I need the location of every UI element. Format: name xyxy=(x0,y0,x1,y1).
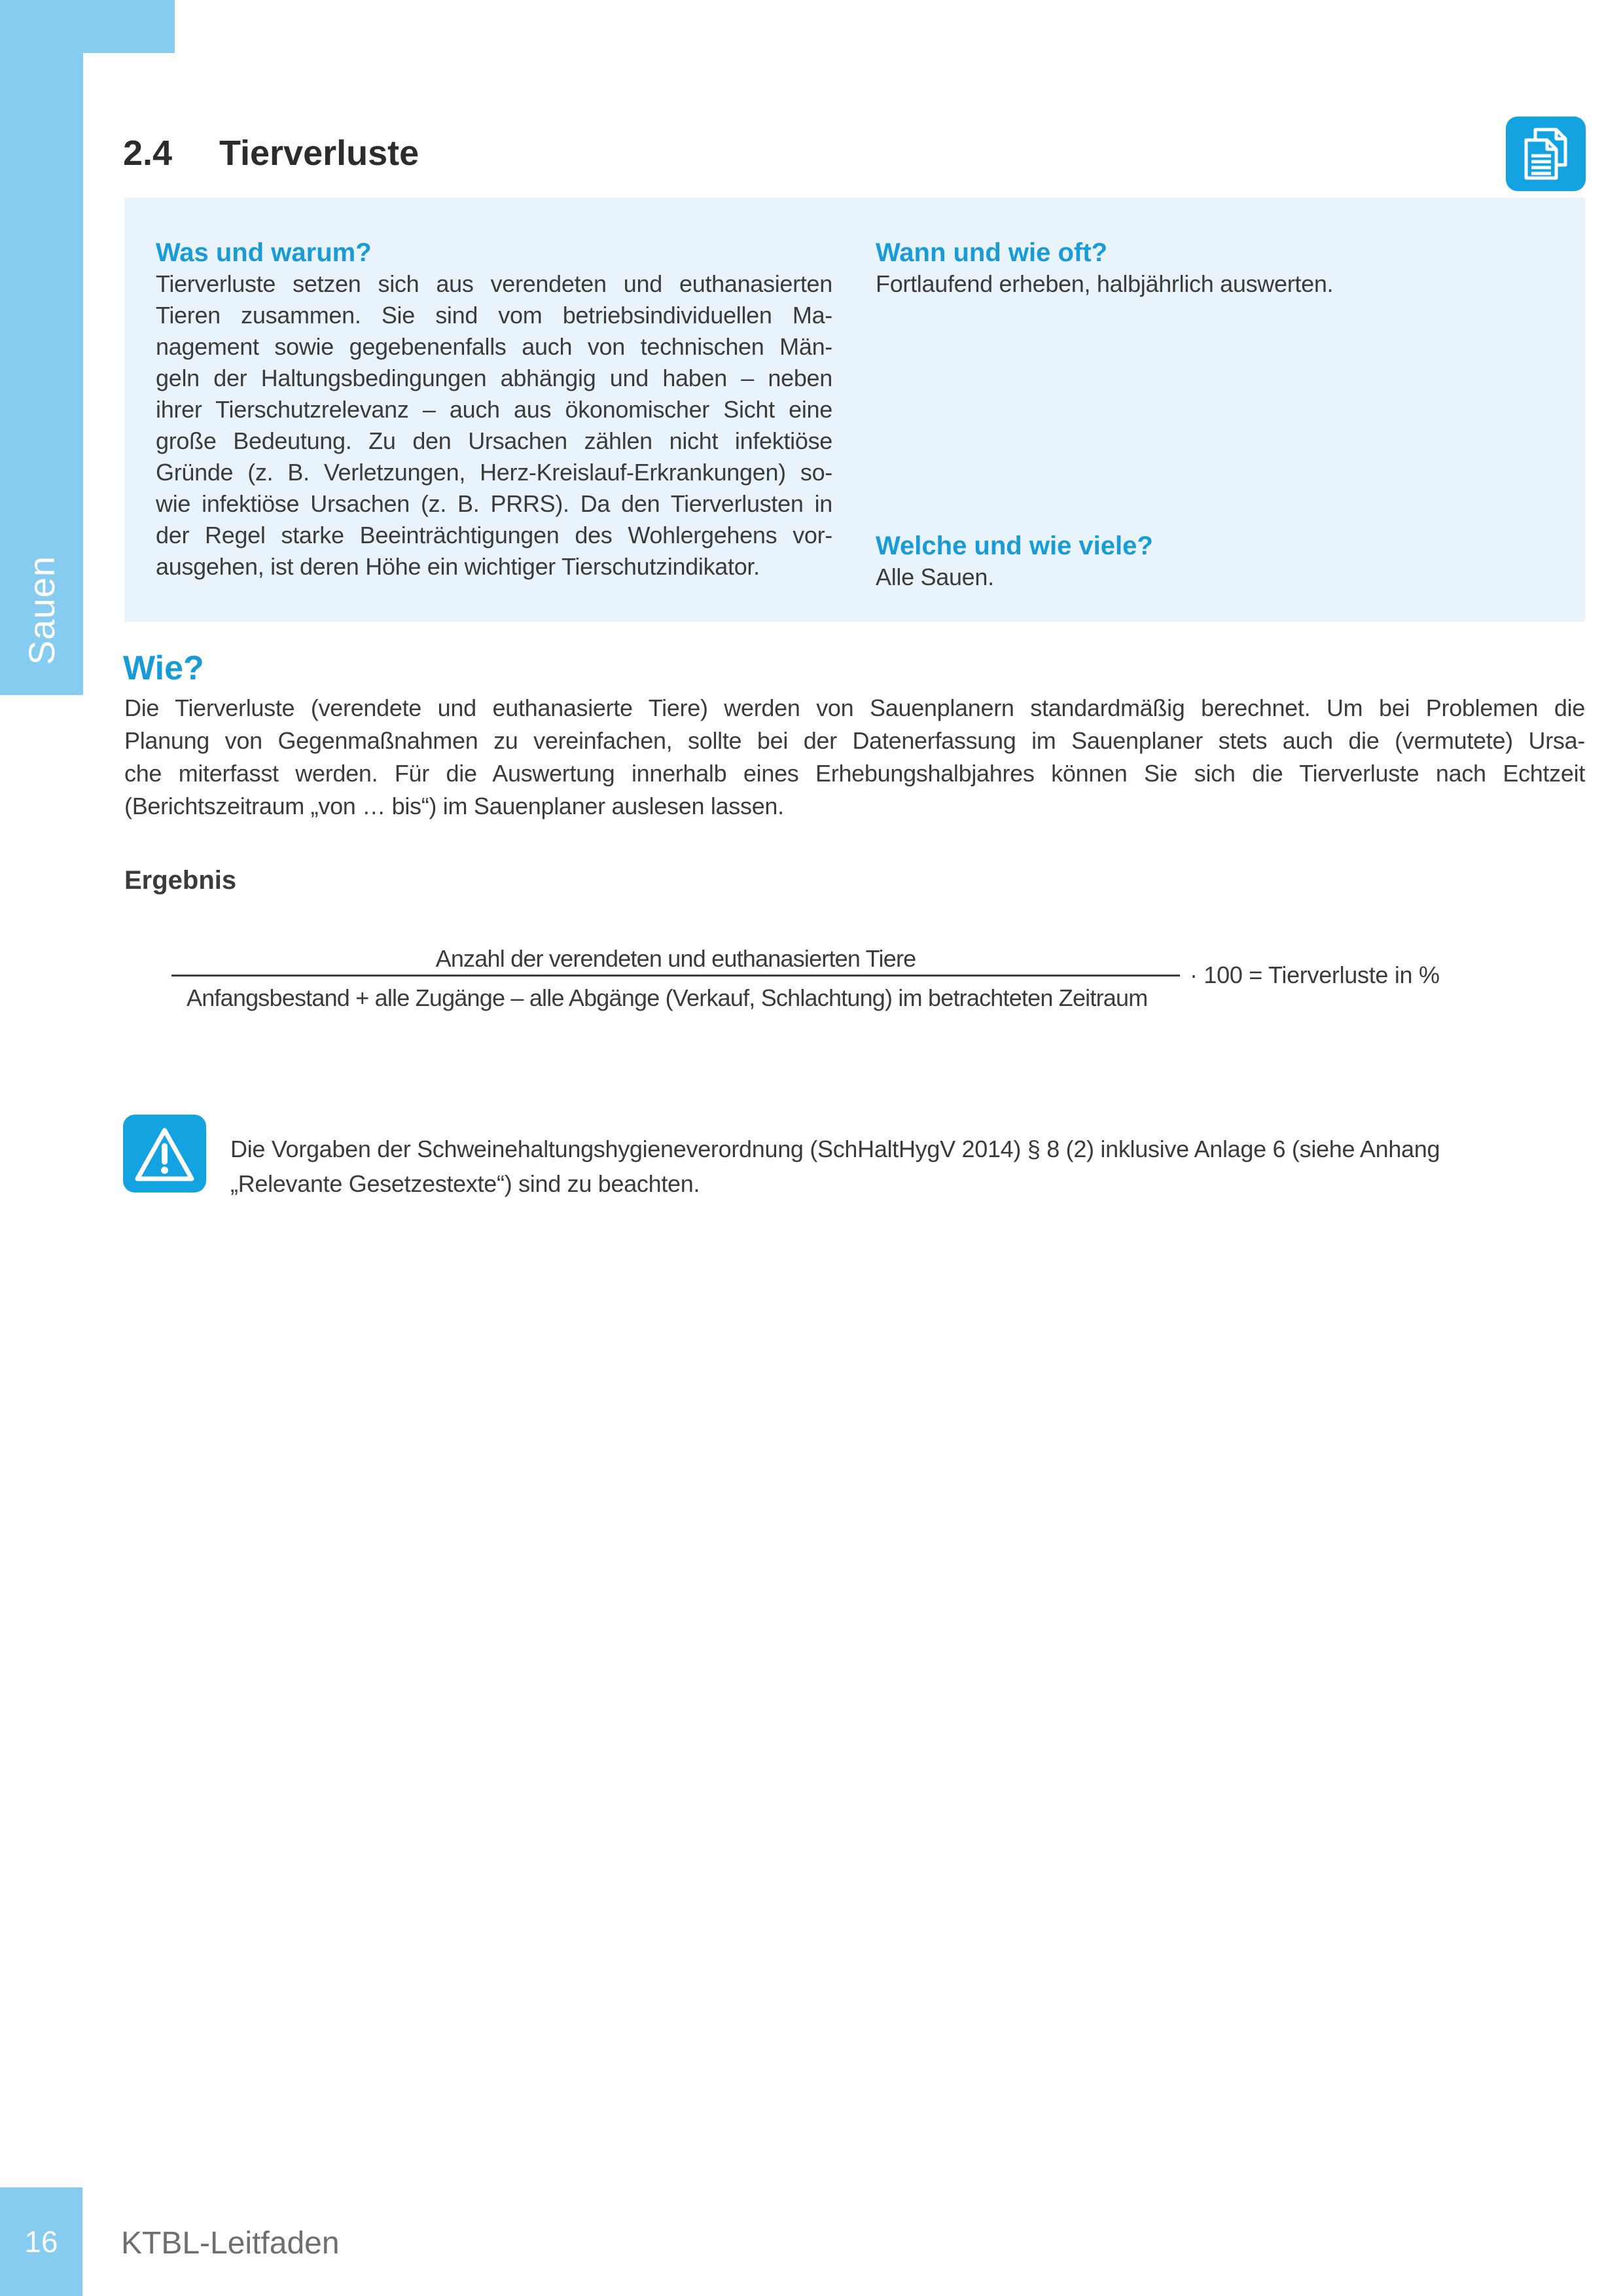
text-line: Gründe (z. B. Verletzungen, Herz-Kreislauf-Erkrankungen) so- xyxy=(156,459,832,486)
how-paragraph xyxy=(124,692,1585,823)
page-title: Tierverluste xyxy=(219,134,419,173)
text-line: große Bedeutung. Zu den Ursachen zählen nicht infektiöse xyxy=(156,427,832,454)
text-line: Die Vorgaben der Schweinehaltungshygieneverordnung (SchHaltHygV 2014) § 8 (2) inklusive Anlage 6 (siehe Anhang xyxy=(230,1136,1440,1162)
formula-denominator: Anfangsbestand + alle Zugänge – alle Abgänge (Verkauf, Schlachtung) im betrachteten Zeitraum xyxy=(187,984,1148,1011)
formula-result-expression: · 100 = Tierverluste in % xyxy=(1190,961,1440,988)
which-how-many-heading: Welche und wie viele? xyxy=(876,531,1153,560)
text-line: nagement sowie gegebenenfalls auch von technischen Män- xyxy=(156,333,832,360)
text-line: Planung von Gegenmaßnahmen zu vereinfachen, sollte bei der Datenerfassung im Sauenplaner stets auch die (vermutete) Ursa- xyxy=(124,727,1585,754)
which-how-many-answer: Alle Sauen. xyxy=(876,564,994,590)
what-and-why-heading: Was und warum? xyxy=(156,238,372,267)
result-heading: Ergebnis xyxy=(124,866,237,895)
section-number: 2.4 xyxy=(123,134,173,173)
publication-name: KTBL-Leitfaden xyxy=(121,2226,340,2261)
sidebar-chapter-label: Sauen xyxy=(21,556,62,665)
text-line: Die Tierverluste (verendete und euthanasierte Tiere) werden von Sauenplanern standardmäßig berechnet. Um bei Problemen die xyxy=(124,694,1585,721)
summary-info-box xyxy=(124,198,1585,622)
page-number-block xyxy=(0,2187,82,2296)
how-heading: Wie? xyxy=(123,649,204,687)
when-how-often-answer: Fortlaufend erheben, halbjährlich auswerten. xyxy=(876,270,1334,297)
text-line: ihrer Tierschutzrelevanz – auch aus ökonomischer Sicht eine xyxy=(156,396,832,423)
summary-right-column xyxy=(876,198,1556,622)
formula-numerator: Anzahl der verendeten und euthanasierten Tiere xyxy=(435,945,916,972)
formula-fraction-rule xyxy=(171,975,1180,977)
text-line: geln der Haltungsbedingungen abhängig und haben – neben xyxy=(156,365,832,391)
text-line: Tierverluste setzen sich aus verendeten und euthanasierten xyxy=(156,270,832,297)
text-line: Tieren zusammen. Sie sind vom betriebsindividuellen Ma- xyxy=(156,302,832,329)
text-line: che miterfasst werden. Für die Auswertung innerhalb eines Erhebungshalbjahres können Sie sich die Tierverluste nach Echtzeit xyxy=(124,760,1585,787)
text-line: „Relevante Gesetzestexte“) sind zu beachten. xyxy=(230,1170,700,1197)
page-number: 16 xyxy=(24,2225,58,2259)
what-and-why-text xyxy=(156,268,832,583)
text-line: ausgehen, ist deren Höhe ein wichtiger Tierschutzindikator. xyxy=(156,553,760,580)
text-line: der Regel starke Beeinträchtigungen des Wohlergehens vor- xyxy=(156,522,832,548)
legal-notice-text xyxy=(230,1132,1585,1201)
text-line: (Berichtszeitraum „von … bis“) im Sauenplaner auslesen lassen. xyxy=(124,793,784,819)
when-how-often-heading: Wann und wie oft? xyxy=(876,238,1108,267)
text-line: wie infektiöse Ursachen (z. B. PRRS). Da den Tierverlusten in xyxy=(156,490,832,517)
warning-icon xyxy=(123,1115,206,1193)
documents-icon xyxy=(1506,117,1586,191)
sidebar-chapter-tab xyxy=(0,553,83,668)
